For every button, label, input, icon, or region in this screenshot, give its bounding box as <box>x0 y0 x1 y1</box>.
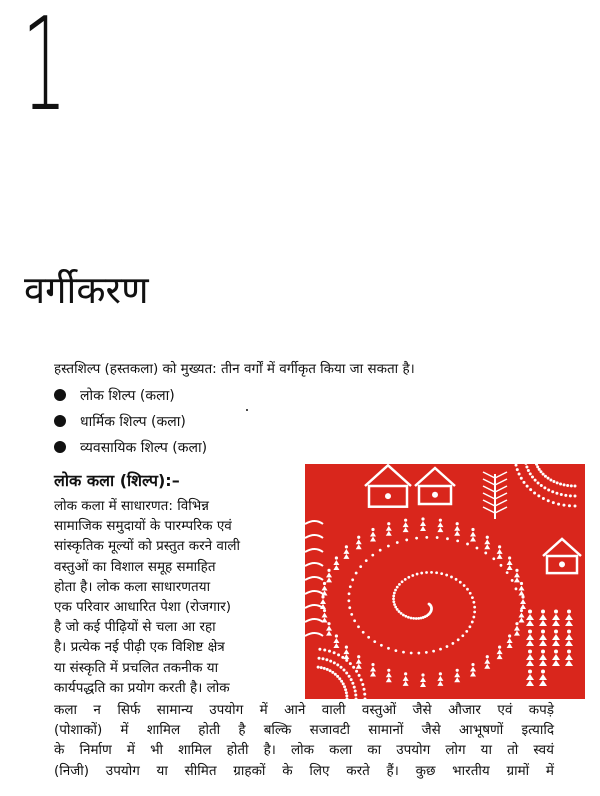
paragraph-line: कार्यपद्धति का प्रयोग करती है। लोक <box>54 679 230 696</box>
paragraph-line: एक परिवार आधारित पेशा (रोजगार) <box>54 599 232 616</box>
paragraph-line: वस्तुओं का विशाल समूह समाहित <box>54 558 216 575</box>
chapter-title: वर्गीकरण <box>24 268 149 313</box>
folk-paragraph-wrapped <box>54 496 300 698</box>
bullet-icon <box>54 441 66 453</box>
category-item <box>54 408 207 434</box>
bullet-icon <box>54 415 66 427</box>
paragraph-line: सांस्कृतिक मूल्यों को प्रस्तुत करने वाली <box>54 538 241 555</box>
paragraph-line: या संस्कृति में प्रचलित तकनीक या <box>54 659 219 676</box>
intro-paragraph: हस्तशिल्प (हस्तकला) को मुख्यत: तीन वर्गों में वर्गीकृत किया जा सकता है। <box>54 361 415 377</box>
paragraph-line: सामाजिक समुदायों के पारम्परिक एवं <box>54 518 232 535</box>
folk-paragraph-full <box>54 700 554 781</box>
category-list <box>54 382 207 460</box>
paragraph-line: लोक कला में साधारणत: विभिन्न <box>54 498 209 514</box>
stray-mark <box>246 409 248 411</box>
paragraph-line: कला न सिर्फ सामान्य उपयोग में आने वाली वस्तुओं जैसे औजार एवं कपड़े <box>54 702 554 718</box>
chapter-number: 1 <box>22 0 67 140</box>
category-item <box>54 434 207 460</box>
paragraph-line: (पोशाकों) में शामिल होती है बल्कि सजावटी सामानों जैसे आभूषणों इत्यादि <box>54 722 554 739</box>
section-heading: लोक कला (शिल्प):– <box>54 471 180 490</box>
paragraph-line: होता है। लोक कला साधारणतया <box>54 578 211 595</box>
category-label: व्यवसायिक शिल्प (कला) <box>80 439 208 456</box>
category-label: लोक शिल्प (कला) <box>80 387 175 404</box>
paragraph-line: है। प्रत्येक नई पीढ़ी एक विशिष्ट क्षेत्र <box>54 639 225 656</box>
warli-painting-image <box>305 464 585 699</box>
category-item <box>54 382 207 408</box>
category-label: धार्मिक शिल्प (कला) <box>80 413 186 430</box>
paragraph-line: (निजी) उपयोग या सीमित ग्राहकों के लिए करते हैं। कुछ भारतीय ग्रामों में <box>54 762 554 779</box>
paragraph-line: के निर्माण में भी शामिल होती है। लोक कला का उपयोग लोग या तो स्वयं <box>54 742 554 759</box>
paragraph-line: है जो कई पीढ़ियों से चला आ रहा <box>54 619 216 636</box>
bullet-icon <box>54 389 66 401</box>
